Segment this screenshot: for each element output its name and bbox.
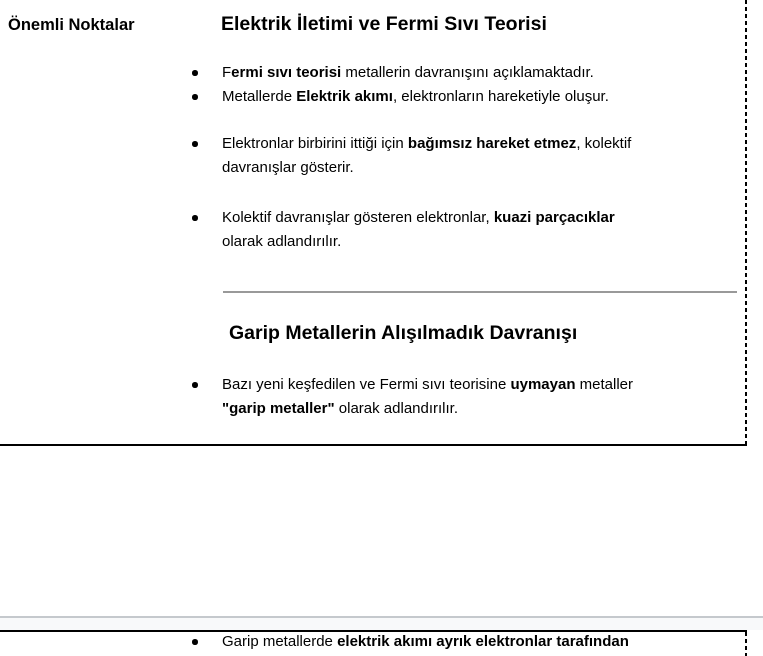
bullet-item: Garip metallerde elektrik akımı ayrık elektronlar tarafından (222, 630, 742, 654)
subsection-title: Garip Metallerin Alışılmadık Davranışı (229, 322, 578, 344)
bullet-item: Bazı yeni keşfedilen ve Fermi sıvı teorisine uymayan metaller "garip metaller" olarak adlandırılır. (222, 373, 742, 421)
table-bottom-border (0, 444, 747, 446)
page-separator-band (0, 618, 763, 631)
bullet-list-strange-metals (222, 373, 742, 421)
table-right-border-dashed-bottom (745, 632, 747, 656)
bullet-item: Metallerde Elektrik akımı, elektronların hareketiyle oluşur. (222, 85, 742, 109)
section-title: Elektrik İletimi ve Fermi Sıvı Teorisi (221, 13, 547, 35)
bullet-list-collective-behavior (222, 132, 742, 180)
table-right-border-dashed-top (745, 0, 747, 444)
bullet-item: Fermi sıvı teorisi metallerin davranışını açıklamaktadır. (222, 61, 742, 85)
horizontal-rule (223, 291, 737, 293)
bullet-list-strange-metal-current (222, 630, 742, 654)
bullet-item: Elektronlar birbirini ittiği için bağımsız hareket etmez, kolektif davranışlar gösterir. (222, 132, 742, 180)
bullet-list-fermi-theory (222, 61, 742, 109)
key-points-column-label: Önemli Noktalar (8, 16, 135, 34)
bullet-list-quasiparticles (222, 206, 742, 254)
bullet-item: Kolektif davranışlar gösteren elektronlar, kuazi parçacıklar olarak adlandırılır. (222, 206, 742, 254)
